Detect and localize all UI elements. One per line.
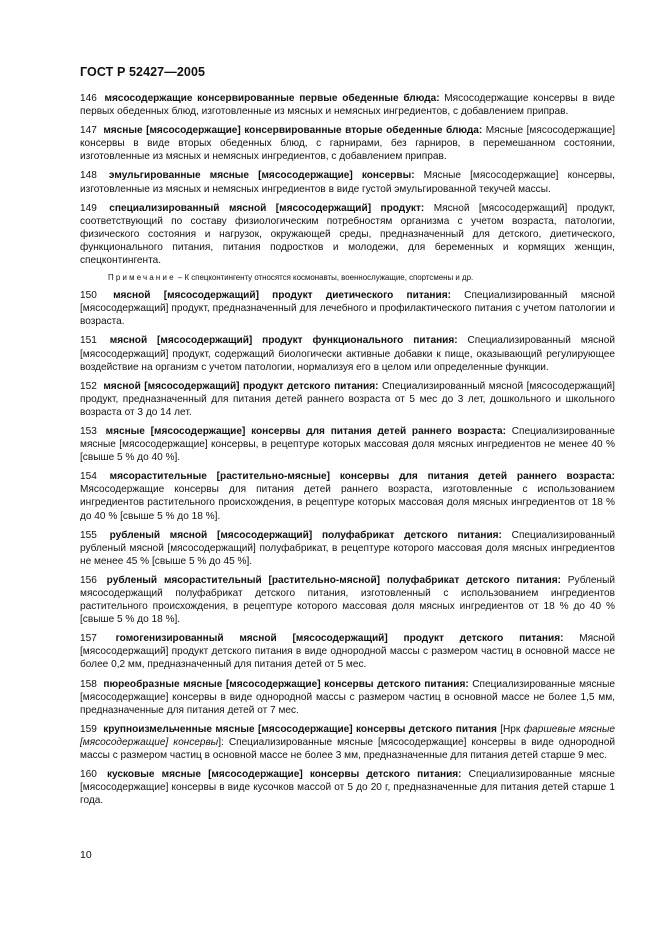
definition-152 xyxy=(80,380,615,419)
definition-147 xyxy=(80,124,615,163)
note xyxy=(80,272,615,283)
term-definition: Мясные [мясосодержащие] консервы, изготовленные из мясных и немясных ингредиентов в виде густой эмульгированной текучей массы. xyxy=(80,170,615,195)
term-number: 155 xyxy=(80,529,97,541)
term-number: 154 xyxy=(80,471,97,483)
term-number: 156 xyxy=(80,574,97,586)
term-number: 151 xyxy=(80,335,97,347)
page-number: 10 xyxy=(80,849,92,861)
term-name: мясной [мясосодержащий] продукт функционального питания: xyxy=(109,335,458,347)
term-definition: Мясной [мясосодержащий] продукт детского питания в виде однородной массы с размером частиц в основной массе не более 0,2 мм, предназначенный для питания детей от 5 мес. xyxy=(80,633,615,671)
term-definition: Мясные [мясосодержащие] консервы в виде вторых обеденных блюд, с гарнирами, без гарниров, в перемешанном состоянии, изготовленные из мясных и немясных ингредиентов, с добавлением приправ. xyxy=(80,125,616,163)
definition-158 xyxy=(80,678,615,717)
term-number: 158 xyxy=(80,678,97,690)
term-definition: Специализированные мясные [мясосодержащие] консервы в виде кусочков массой от 5 до 20 г, предназначенные для питания детей старше 1 года. xyxy=(80,769,615,807)
term-definition: Специализированный мясной [мясосодержащий] продукт, предназначенный для лечебного и профилактического питания с учетом патологии и возраста. xyxy=(80,290,616,328)
definition-154 xyxy=(80,470,615,522)
document-header: ГОСТ Р 52427—2005 xyxy=(80,65,206,79)
term-name: мясосодержащие консервированные первые обеденные блюда: xyxy=(104,93,440,104)
term-number: 157 xyxy=(80,633,97,645)
term-name: пюреобразные мясные [мясосодержащие] консервы детского питания: xyxy=(103,678,469,690)
term-definition: Специализированные мясные [мясосодержащие] консервы в виде однородной массы с размером частиц в основной массе не более 1,5 мм, предназначенные для питания детей от 7 мес. xyxy=(80,678,615,716)
term-number: 152 xyxy=(80,380,97,392)
term-name: мясные [мясосодержащие] консервы для питания детей раннего возраста: xyxy=(105,425,506,437)
definition-153 xyxy=(80,425,615,464)
term-number: 153 xyxy=(80,425,97,437)
term-number: 148 xyxy=(80,170,97,182)
term-definition: Специализированный мясной [мясосодержащий] продукт, содержащий биологически активные добавки к пище, оказывающий регулирующее воздействие на организм с учетом патологии, нормализуя его в целом или определенные функции. xyxy=(80,335,616,373)
term-number: 149 xyxy=(80,202,97,214)
nonrecommended-term: фаршевые мясные [мясосодержащие] консервы xyxy=(80,723,616,748)
term-name: рубленый мясорастительный [растительно-мясной] полуфабрикат детского питания: xyxy=(106,574,561,586)
definition-155 xyxy=(80,529,615,568)
term-name: кусковые мясные [мясосодержащие] консервы детского питания: xyxy=(106,769,462,781)
term-definition: Специализированный рубленый мясной [мясосодержащий] полуфабрикат, в рецептуре которого массовая доля мясных ингредиентов не менее 45 % [свыше 5 % до 45 %]. xyxy=(80,529,615,567)
note-text: – К спецконтингенту относятся космонавты, военнослужащие, спортсмены и др. xyxy=(175,273,474,283)
term-definition: Мясной [мясосодержащий] продукт, соответствующий по составу физиологическим потребностям организма с учетом возраста, патологии, физического состояния и нагрузок, окружающей среды, предназначенный для детского, диетического, функционального питания, питания подростков и молодежи, для беременных и кормящих женщин, спецконтингента. xyxy=(80,202,615,267)
term-number: 159 xyxy=(80,723,97,735)
term-name: мясные [мясосодержащие] консервированные вторые обеденные блюда: xyxy=(103,125,483,137)
nonrecommended-prefix: [Нрк xyxy=(496,723,524,735)
term-name: мясорастительные [растительно-мясные] консервы для питания детей раннего возраста: xyxy=(109,471,615,483)
definition-157 xyxy=(80,632,615,671)
term-name: рубленый мясной [мясосодержащий] полуфабрикат детского питания: xyxy=(109,529,502,541)
term-definition: Рубленый мясосодержащий полуфабрикат детского питания, изготовленный с использованием ингредиентов растительного происхождения, в рецептуре которого массовая доля мясных ингредиентов от 18 % до 40 % [свыше 5 % до 18 %]. xyxy=(80,574,615,626)
term-number: 150 xyxy=(80,290,97,302)
term-definition: Специализированный мясной [мясосодержащий] продукт, предназначенный для питания детей раннего возраста от 5 мес до 3 лет, дошкольного и школьного возраста от 3 до 14 лет. xyxy=(80,380,615,418)
term-name: эмульгированные мясные [мясосодержащие] консервы: xyxy=(108,170,415,182)
definition-156 xyxy=(80,574,615,626)
definition-149 xyxy=(80,202,615,267)
definition-148 xyxy=(80,169,615,195)
definition-146 xyxy=(80,92,615,118)
term-name: гомогенизированный мясной [мясосодержащий] продукт детского питания: xyxy=(115,633,564,645)
term-definition: Специализированные мясные [мясосодержащие] консервы, в рецептуре которых массовая доля мясных ингредиентов не менее 40 % [свыше 5 % до 40 %]. xyxy=(80,425,615,464)
definition-150 xyxy=(80,289,615,328)
note-label: Примечание xyxy=(108,273,176,283)
term-number: 147 xyxy=(80,125,97,137)
term-definition: Мясосодержащие консервы в виде первых обеденных блюд, изготовленные из мясных и немясных ингредиентов, с добавлением приправ. xyxy=(80,93,615,118)
definitions-list xyxy=(80,92,615,813)
term-definition: ]: Специализированные мясные [мясосодержащие] консервы в виде однородной массы с размером частиц в основной массе не более 3 мм, предназначенные для питания детей старше 9 мес. xyxy=(80,736,615,762)
term-number: 146 xyxy=(80,93,97,104)
term-name: специализированный мясной [мясосодержащий] продукт: xyxy=(109,202,425,214)
term-name: мясной [мясосодержащий] продукт диетического питания: xyxy=(113,290,451,302)
definition-159 xyxy=(80,723,615,762)
term-name: крупноизмельченные мясные [мясосодержащие] консервы детского питания xyxy=(103,723,497,735)
term-number: 160 xyxy=(80,769,97,781)
term-definition: Мясосодержащие консервы для питания детей раннего возраста, изготовленные с использованием ингредиентов растительного происхождения, в рецептуре которых массовая доля мясных ингредиентов от 18 % до 40 % [свыше 5 % до 18 %]. xyxy=(80,484,615,522)
definition-160 xyxy=(80,768,615,807)
definition-151 xyxy=(80,334,615,373)
term-name: мясной [мясосодержащий] продукт детского питания: xyxy=(103,380,379,392)
